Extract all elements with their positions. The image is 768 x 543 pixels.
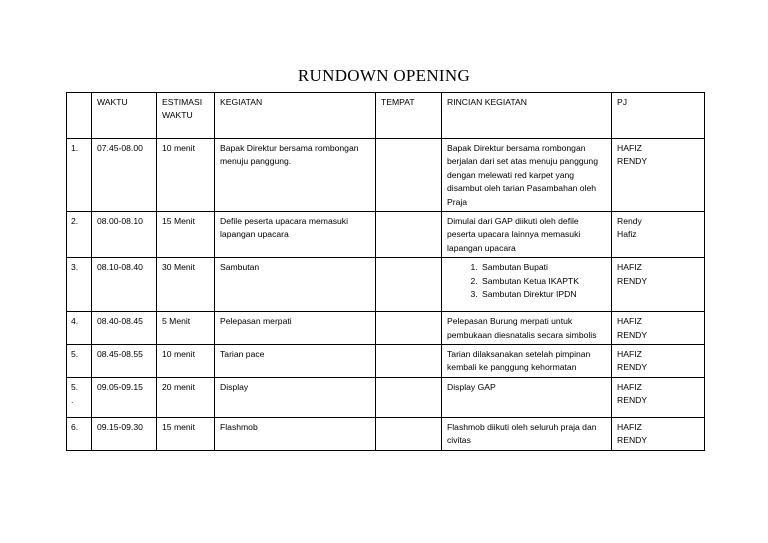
row-kegiatan: Defile peserta upacara memasuki lapangan upacara — [215, 212, 376, 258]
table-row — [67, 345, 705, 378]
row-tempat — [376, 377, 442, 417]
row-estimasi: 30 Menit — [157, 258, 215, 312]
row-tempat — [376, 345, 442, 378]
document-title: RUNDOWN OPENING — [297, 66, 471, 85]
row-rincian: Pelepasan Burung merpati untuk pembukaan diesnatalis secara simbolis — [442, 312, 612, 345]
header-waktu: WAKTU — [92, 93, 157, 139]
row-estimasi: 20 menit — [157, 377, 215, 417]
table-row — [67, 377, 705, 417]
row-number: 4. — [67, 312, 92, 345]
pj-name: RENDY — [617, 156, 648, 167]
row-kegiatan: Pelepasan merpati — [215, 312, 376, 345]
header-estimasi-waktu: ESTIMASI WAKTU — [157, 93, 215, 139]
row-estimasi: 15 menit — [157, 417, 215, 450]
table-row — [67, 417, 705, 450]
row-pj — [612, 258, 705, 312]
row-number: 3. — [67, 258, 92, 312]
row-pj — [612, 345, 705, 378]
sambutan-list — [447, 261, 606, 301]
pj-name: Rendy — [617, 216, 642, 227]
row-rincian: Bapak Direktur bersama rombongan berjalan dari set atas menuju panggung dengan melewati red karpet yang disambut oleh tarian Pasambahan oleh Praja — [442, 139, 612, 212]
pj-name: RENDY — [617, 395, 648, 406]
row-number: 1. — [67, 139, 92, 212]
list-item: 1. Sambutan Bupati — [480, 261, 606, 274]
rundown-table — [66, 92, 705, 451]
row-number-extra: . — [71, 395, 74, 406]
pj-name: Hafiz — [617, 229, 637, 240]
header-no — [67, 93, 92, 139]
row-pj — [612, 377, 705, 417]
row-number: 6. — [67, 417, 92, 450]
pj-name: HAFIZ — [617, 381, 642, 392]
row-waktu: 08.00-08.10 — [92, 212, 157, 258]
row-number: 2. — [67, 212, 92, 258]
pj-name: HAFIZ — [617, 316, 642, 327]
table-header-row — [67, 93, 705, 139]
row-pj — [612, 212, 705, 258]
table-row — [67, 258, 705, 312]
row-number: 5. — [67, 345, 92, 378]
list-item: 3. Sambutan Direktur IPDN — [480, 288, 606, 301]
pj-name: HAFIZ — [617, 262, 642, 273]
pj-name: RENDY — [617, 275, 648, 286]
row-waktu: 08.40-08.45 — [92, 312, 157, 345]
list-item: 2. Sambutan Ketua IKAPTK — [480, 275, 606, 288]
header-kegiatan: KEGIATAN — [215, 93, 376, 139]
row-rincian: Display GAP — [442, 377, 612, 417]
row-waktu: 09.05-09.15 — [92, 377, 157, 417]
row-rincian: Tarian dilaksanakan setelah pimpinan kembali ke panggung kehormatan — [442, 345, 612, 378]
row-number — [67, 377, 92, 417]
row-waktu: 09.15-09.30 — [92, 417, 157, 450]
row-kegiatan: Sambutan — [215, 258, 376, 312]
row-kegiatan: Flashmob — [215, 417, 376, 450]
row-kegiatan: Bapak Direktur bersama rombongan menuju panggung. — [215, 139, 376, 212]
header-tempat: TEMPAT — [376, 93, 442, 139]
pj-name: HAFIZ — [617, 421, 642, 432]
row-rincian — [442, 258, 612, 312]
table-row — [67, 212, 705, 258]
pj-name: RENDY — [617, 435, 648, 446]
row-pj — [612, 417, 705, 450]
row-rincian: Flashmob diikuti oleh seluruh praja dan civitas — [442, 417, 612, 450]
row-rincian: Dimulai dari GAP diikuti oleh defile peserta upacara lainnya memasuki lapangan upacara — [442, 212, 612, 258]
row-estimasi: 10 menit — [157, 139, 215, 212]
pj-name: RENDY — [617, 362, 648, 373]
pj-name: HAFIZ — [617, 349, 642, 360]
row-estimasi: 5 Menit — [157, 312, 215, 345]
row-kegiatan: Display — [215, 377, 376, 417]
header-rincian-kegiatan: RINCIAN KEGIATAN — [442, 93, 612, 139]
row-tempat — [376, 312, 442, 345]
table-row — [67, 312, 705, 345]
row-waktu: 08.10-08.40 — [92, 258, 157, 312]
row-waktu: 08.45-08.55 — [92, 345, 157, 378]
row-tempat — [376, 258, 442, 312]
pj-name: RENDY — [617, 329, 648, 340]
row-number-text: 5. — [71, 381, 79, 392]
row-tempat — [376, 417, 442, 450]
row-pj — [612, 139, 705, 212]
table-row — [67, 139, 705, 212]
pj-name: HAFIZ — [617, 143, 642, 153]
row-waktu: 07.45-08.00 — [92, 139, 157, 212]
row-pj — [612, 312, 705, 345]
row-tempat — [376, 212, 442, 258]
header-pj: PJ — [612, 93, 705, 139]
row-estimasi: 15 Menit — [157, 212, 215, 258]
row-kegiatan: Tarian pace — [215, 345, 376, 378]
row-estimasi: 10 menit — [157, 345, 215, 378]
row-tempat — [376, 139, 442, 212]
